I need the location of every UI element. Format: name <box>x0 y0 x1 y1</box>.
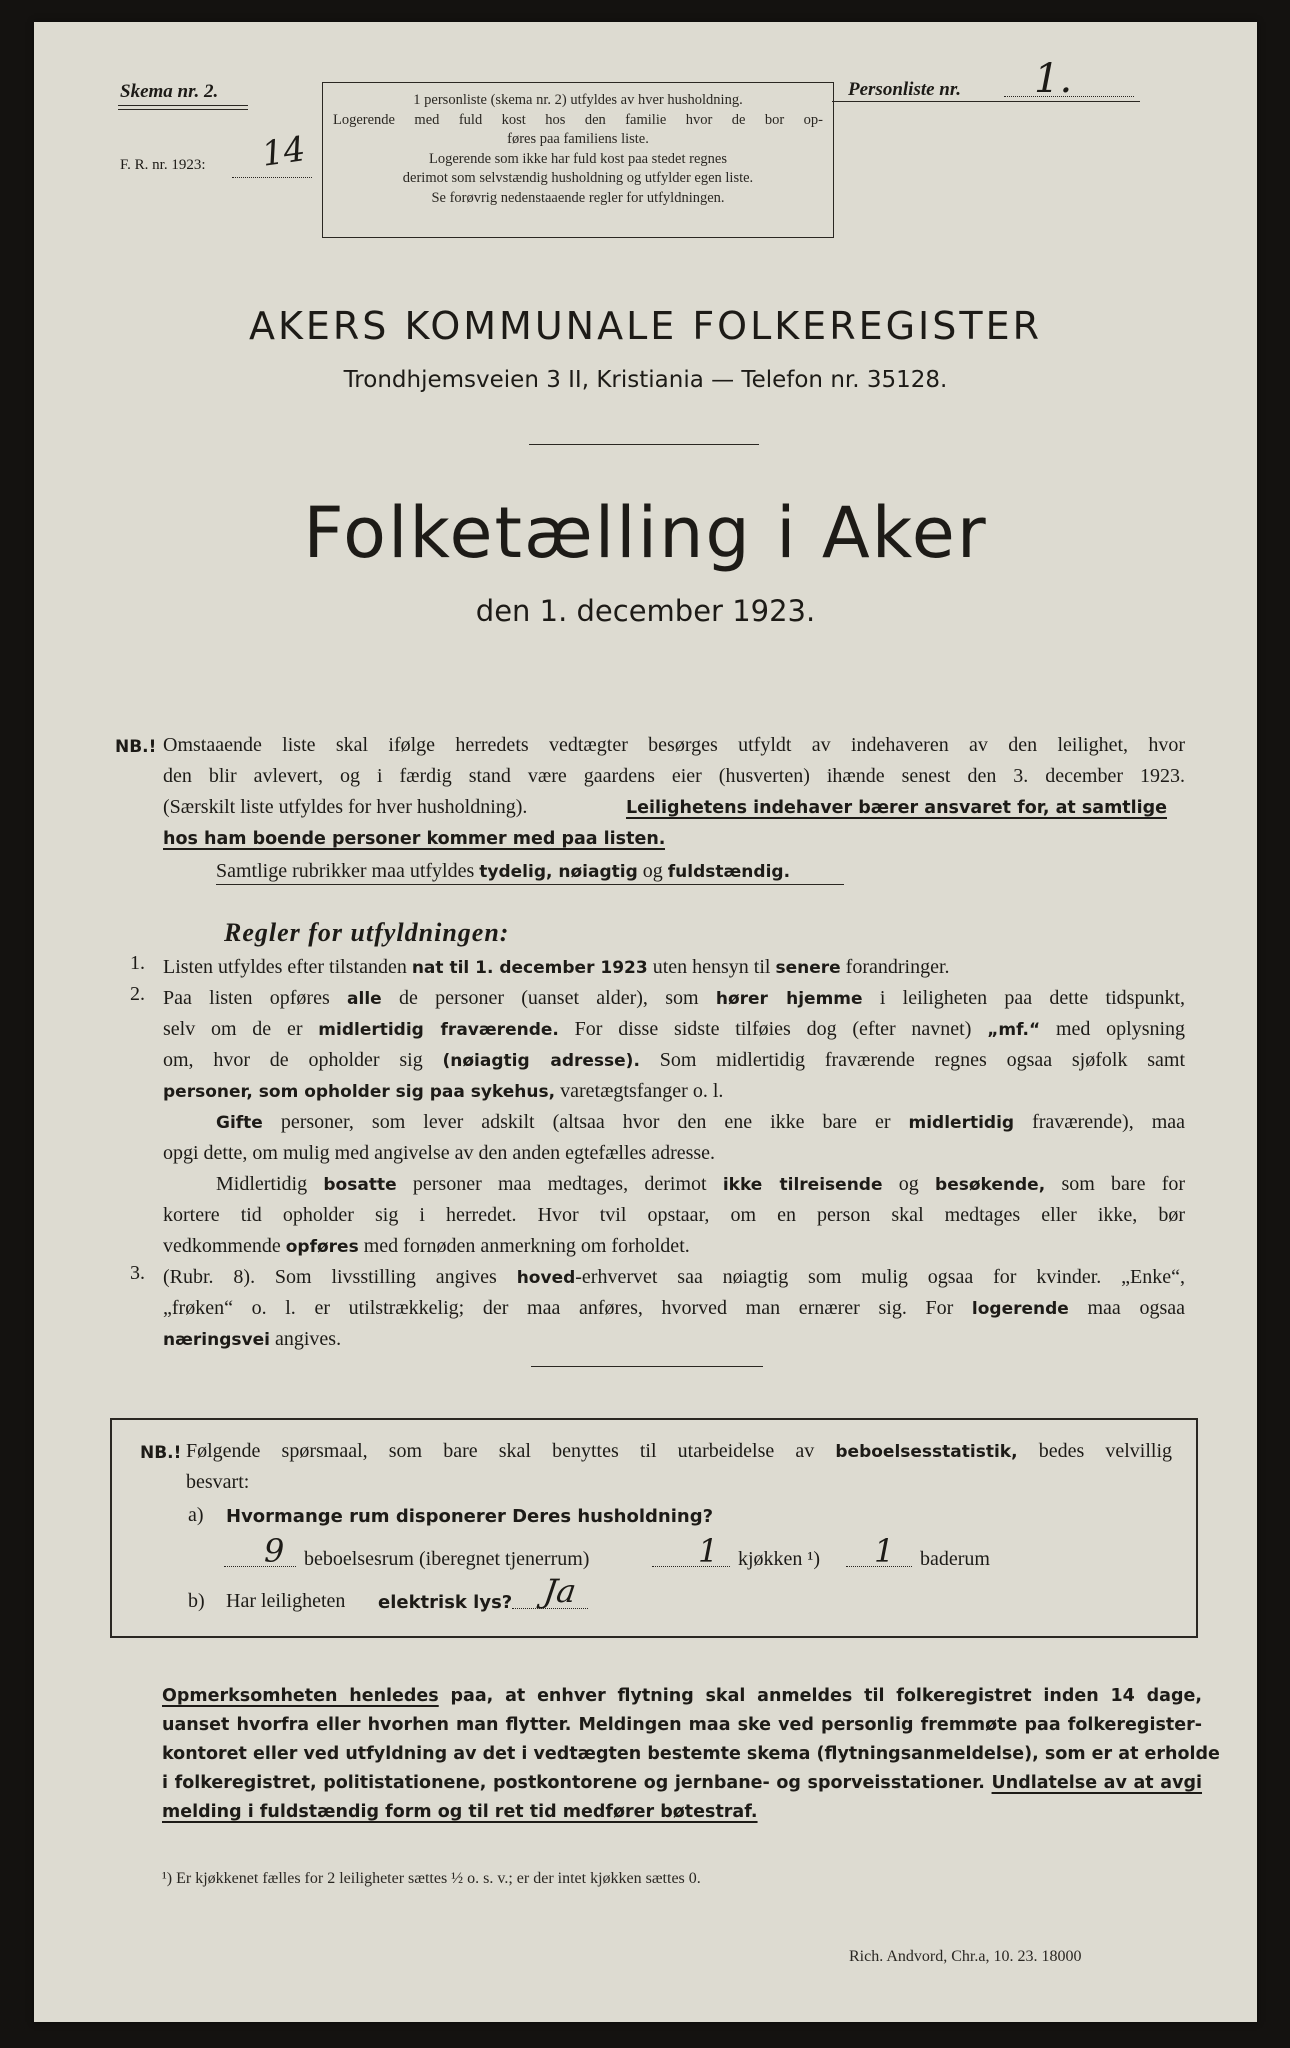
rule-bold: ikke tilreisende <box>722 1175 883 1195</box>
nb-text: Samtlige rubrikker maa utfyldes <box>216 860 475 882</box>
notice-emphasis: melding i fuldstændig form og til ret tid medfører bøtestraf. <box>162 1802 758 1822</box>
bathroom-label: baderum <box>920 1548 990 1570</box>
rule-text: „frøken“ o. l. er utilstrækkelig; der maa anføres, hvorved man ernærer sig. For <box>163 1297 954 1319</box>
instruction-box <box>322 82 834 238</box>
rule-text: varetægtsfanger o. l. <box>560 1080 724 1102</box>
nb-bold: fuldstændig. <box>667 862 791 882</box>
nb-line: den blir avlevert, og i færdig stand være gaardens eier (husverten) ihænde senest den 3. december 1923. <box>163 765 1185 787</box>
rule-bold: nat til 1. december 1923 <box>411 958 648 978</box>
page-title: Folketælling i Aker <box>303 492 988 574</box>
notice-text: paa, at enhver flytning skal anmeldes til folkeregistret inden 14 dage, <box>450 1686 1203 1706</box>
rule-text: For disse sidste tilføies dog (efter navnet) <box>574 1018 972 1040</box>
rule-number: 1. <box>130 952 145 974</box>
rule-text: med fornøden anmerkning om forholdet. <box>363 1235 690 1257</box>
skema-number: Skema nr. 2. <box>120 81 219 102</box>
instruction-line: 1 personliste (skema nr. 2) utfyldes av hver husholdning. <box>413 92 743 108</box>
rule-bold: personer, som opholder sig paa sykehus, <box>163 1082 556 1102</box>
nb-emphasis: hos ham boende personer kommer med paa listen. <box>163 829 666 849</box>
question-b-bold: elektrisk lys? <box>378 1592 513 1613</box>
instruction-line: Se forøvrig nedenstaaende regler for utfyldningen. <box>431 189 725 206</box>
rule-text: personer, som lever adskilt (altsaa hvor den ene ikke bare er <box>280 1111 891 1133</box>
rule-bold: hoved <box>516 1268 576 1288</box>
personliste-label: Personliste nr. <box>848 79 961 100</box>
notice-text: uanset hvorfra eller hvorhen man flytter. Meldingen maa ske ved personlig fremmøte paa folkeregister- <box>162 1715 1202 1735</box>
rule-text: med oplysning <box>1055 1018 1185 1040</box>
rule-bold: bosatte <box>323 1175 397 1195</box>
rule-bold: (nøiagtig adresse). <box>442 1051 640 1071</box>
notice-text: i folkeregistret, politistationene, postkontorene og jernbane- og sporveisstationer. <box>162 1773 985 1793</box>
notice-emphasis: Undlatelse av at avgi <box>991 1773 1203 1793</box>
rule-bold: hører hjemme <box>715 989 863 1009</box>
rule-text: -erhvervet saa nøiagtig som mulig ogsaa for kvinder. „Enke“, <box>575 1266 1185 1288</box>
rule-number: 3. <box>130 1262 145 1284</box>
rule-bold: alle <box>347 989 382 1009</box>
question-a: Hvormange rum disponerer Deres husholdning? <box>226 1506 714 1527</box>
census-form-page <box>34 22 1257 2022</box>
housing-statistics-box <box>110 1418 1198 1638</box>
kitchen-count-field[interactable]: 1 <box>698 1532 719 1570</box>
rule-bold: senere <box>775 958 841 978</box>
rule-text: selv om de er <box>163 1018 303 1040</box>
question-b: Har leiligheten <box>226 1590 346 1612</box>
rule-bold: besøkende, <box>935 1175 1046 1195</box>
stat-text: Følgende spørsmaal, som bare skal benyttes til utarbeidelse av <box>186 1440 815 1462</box>
rule-text: om, hvor de opholder sig <box>163 1049 423 1071</box>
notice-text: kontoret eller ved utfyldning av det i vedtægten bestemte skema (flytningsanmeldelse), som er at erholde <box>162 1744 1220 1764</box>
rule-text: Midlertidig <box>216 1173 308 1195</box>
rule-text: kortere tid opholder sig i herredet. Hvor tvil opstaar, om en person skal medtages eller ikke, bør <box>163 1204 1185 1226</box>
nb-text: og <box>642 860 663 882</box>
nb-line: (Særskilt liste utfyldes for hver husholdning). <box>163 796 528 818</box>
personliste-value: 1. <box>1034 56 1073 102</box>
rule-text: (Rubr. 8). Som livsstilling angives <box>163 1266 497 1288</box>
rule-text: fraværende), maa <box>1032 1111 1185 1133</box>
instruction-line: Logerende med fuld kost hos den familie hvor de bor op- <box>333 111 823 128</box>
rule-text: personer maa medtages, derimot <box>412 1173 707 1195</box>
rule-bold: næringsvei <box>163 1330 270 1350</box>
nb-label: NB.! <box>140 1443 182 1463</box>
stat-text: bedes velvillig <box>1038 1440 1172 1462</box>
nb-emphasis: Leilighetens indehaver bærer ansvaret for, at samtlige <box>626 798 1168 818</box>
rule-text: de personer (uanset alder), som <box>398 987 699 1009</box>
rule-text: Listen utfyldes efter tilstanden <box>163 956 407 978</box>
question-a-label: a) <box>188 1504 204 1526</box>
rule-bold: midlertidig <box>908 1113 1015 1133</box>
rule-text: maa ogsaa <box>1087 1297 1185 1319</box>
bathroom-count-field[interactable]: 1 <box>874 1532 895 1570</box>
rule-text: vedkommende <box>163 1235 281 1257</box>
rule-bold: logerende <box>971 1299 1069 1319</box>
nb-line: Omstaaende liste skal ifølge herredets vedtægter besørges utfyldt av indehaveren av den leilighet, hvor <box>163 734 1185 756</box>
rule-bold: „mf.“ <box>987 1020 1041 1040</box>
rule-bold: midlertidig fraværende. <box>318 1020 559 1040</box>
census-date: den 1. december 1923. <box>475 594 816 628</box>
rule-text: opgi dette, om mulig med angivelse av den anden egtefælles adresse. <box>163 1142 716 1164</box>
footnote: ¹) Er kjøkkenet fælles for 2 leiligheter sættes ½ o. s. v.; er der intet kjøkken sættes 0. <box>162 1870 701 1887</box>
rules-heading: Regler for utfyldningen: <box>224 918 510 947</box>
rooms-count-field[interactable]: 9 <box>264 1532 285 1570</box>
instruction-line: Logerende som ikke har fuld kost paa stedet regnes <box>429 150 727 167</box>
nb-bold: tydelig, nøiagtig <box>479 862 638 882</box>
rule-bold: Gifte <box>216 1113 263 1133</box>
kitchen-label: kjøkken ¹) <box>738 1548 821 1570</box>
notice-emphasis: Opmerksomheten henledes <box>162 1686 439 1706</box>
instruction-line: derimot som selvstændig husholdning og utfylder egen liste. <box>402 170 754 186</box>
fr-number-value: 14 <box>259 129 308 175</box>
stat-bold: beboelsesstatistik, <box>835 1442 1018 1462</box>
rule-text: Som midlertidig fraværende regnes ogsaa sjøfolk samt <box>659 1049 1185 1071</box>
rule-text: og <box>898 1173 919 1195</box>
rooms-label: beboelsesrum (iberegnet tjenerrum) <box>304 1548 590 1570</box>
stat-text: besvart: <box>186 1471 250 1493</box>
rule-text: Paa listen opføres <box>163 987 330 1009</box>
rule-text: uten hensyn til <box>652 956 771 978</box>
rule-text: angives. <box>274 1328 342 1350</box>
office-address: Trondhjemsveien 3 II, Kristiania — Telefon nr. 35128. <box>343 367 948 393</box>
rule-text: i leiligheten paa dette tidspunkt, <box>879 987 1185 1009</box>
office-name: AKERS KOMMUNALE FOLKEREGISTER <box>248 304 1043 348</box>
rule-text: som bare for <box>1061 1173 1185 1195</box>
rule-number: 2. <box>130 983 145 1005</box>
printer-mark: Rich. Andvord, Chr.a, 10. 23. 18000 <box>849 1948 1082 1965</box>
rule-bold: opføres <box>285 1237 359 1257</box>
instruction-line: føres paa familiens liste. <box>507 131 649 147</box>
fr-number-label: F. R. nr. 1923: <box>120 157 206 173</box>
question-b-label: b) <box>188 1590 205 1612</box>
rule-text: forandringer. <box>845 956 950 978</box>
nb-label: NB.! <box>115 737 157 757</box>
electric-light-answer-field[interactable]: Ja <box>541 1572 579 1610</box>
